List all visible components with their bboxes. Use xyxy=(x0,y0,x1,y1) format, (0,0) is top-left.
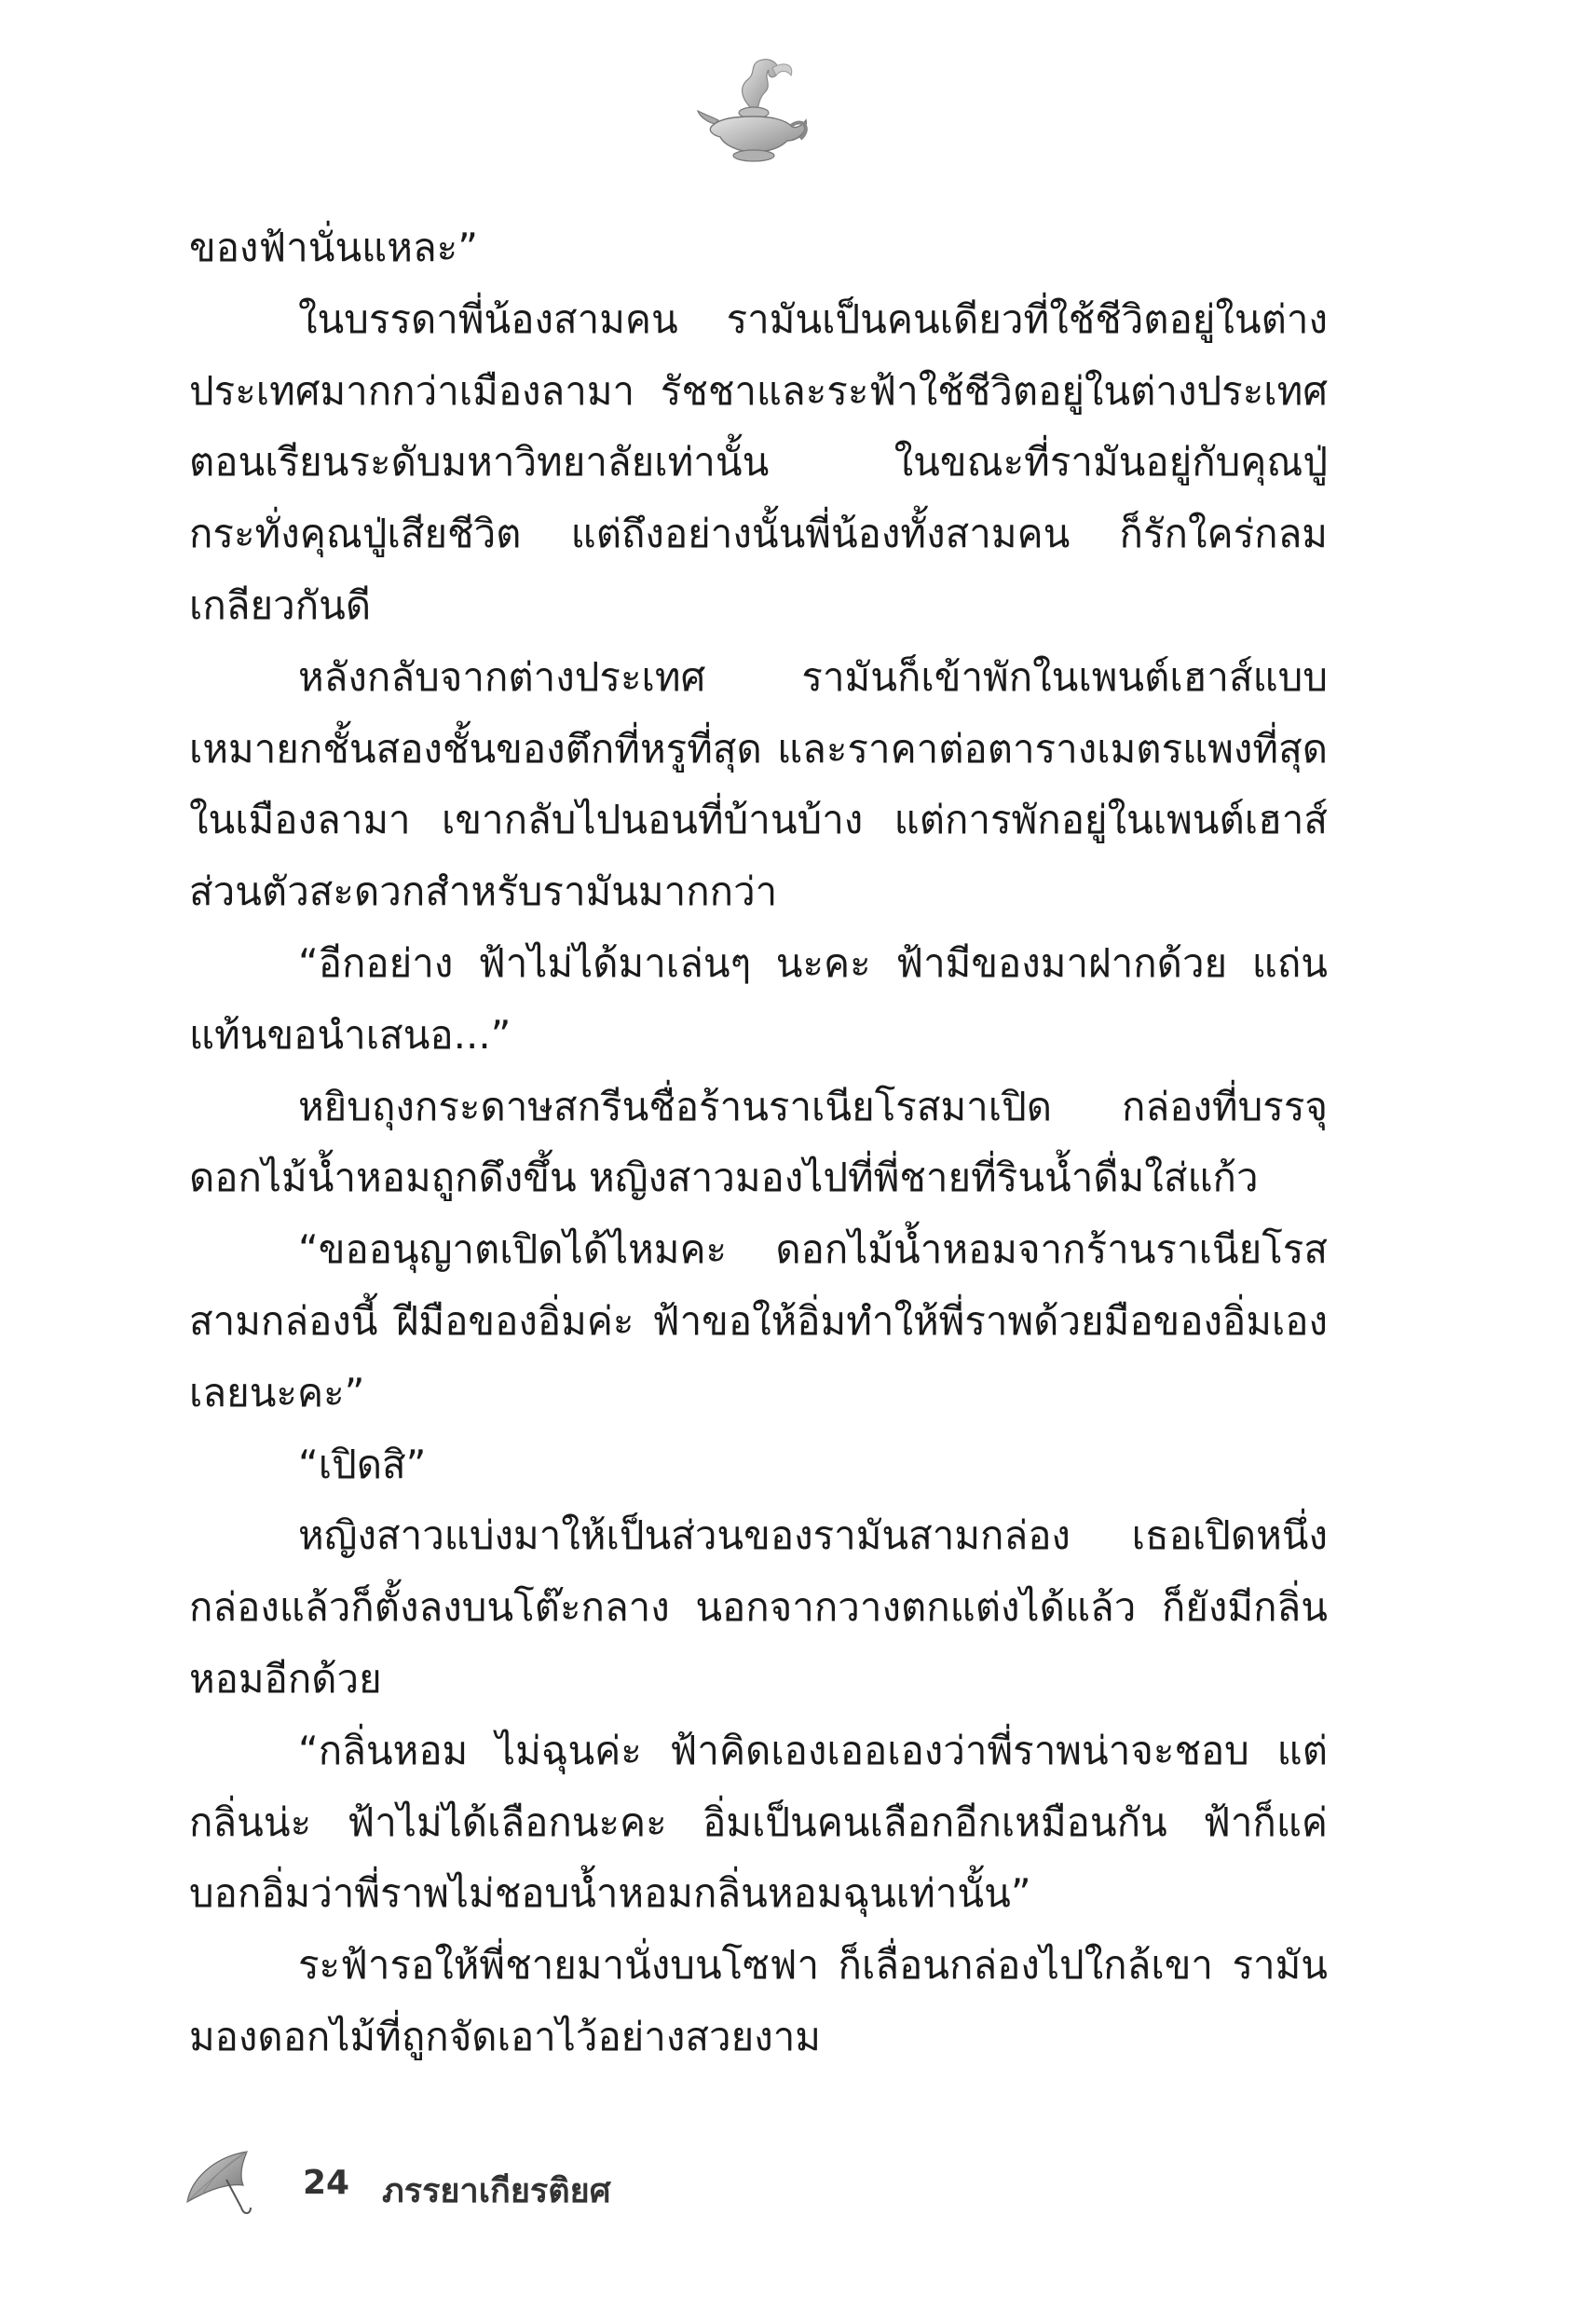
paragraph: “ขออนุญาตเปิดได้ไหมคะ ดอกไม้น้ำหอมจากร้านราเนียโรสสามกล่องนี้ ฝีมือของอิ่มค่ะ ฟ้าขอให้อิ่มทำให้พี่ราพด้วยมือของอิ่มเองเลยนะคะ” xyxy=(189,1226,1328,1415)
paragraph: หลังกลับจากต่างประเทศ รามันก็เข้าพักในเพนต์เฮาส์แบบเหมายกชั้นสองชั้นของตึกที่หรูที่สุด และราคาต่อตารางเมตรแพงที่สุดในเมืองลามา เขากลับไปนอนที่บ้านบ้าง แต่การพักอยู่ในเพนต์เฮาส์ส่วนตัวสะดวกสำหรับรามันมากกว่า xyxy=(189,653,1328,915)
page-footer xyxy=(182,2143,834,2227)
paragraph: หญิงสาวแบ่งมาให้เป็นส่วนของรามันสามกล่อง เธอเปิดหนึ่งกล่องแล้วก็ตั้งลงบนโต๊ะกลาง นอกจากวางตกแต่งได้แล้ว ก็ยังมีกลิ่นหอมอีกด้วย xyxy=(189,1512,1328,1702)
body-text xyxy=(189,212,1328,2073)
paragraph: ของฟ้านั่นแหละ” xyxy=(189,225,478,270)
page-number: 24 xyxy=(303,2164,350,2202)
paragraph: “กลิ่นหอม ไม่ฉุนค่ะ ฟ้าคิดเองเออเองว่าพี่ราพน่าจะชอบ แต่กลิ่นน่ะ ฟ้าไม่ได้เลือกนะคะ อิ่มเป็นคนเลือกอีกเหมือนกัน ฟ้าก็แค่บอกอิ่มว่าพี่ราพไม่ชอบน้ำหอมกลิ่นหอมฉุนเท่านั้น” xyxy=(189,1727,1328,1917)
paragraph: หยิบถุงกระดาษสกรีนชื่อร้านราเนียโรสมาเปิด กล่องที่บรรจุดอกไม้น้ำหอมถูกดึงขึ้น หญิงสาวมองไปที่พี่ชายที่รินน้ำดื่มใส่แก้ว xyxy=(189,1083,1328,1201)
paragraph: ระฟ้ารอให้พี่ชายมานั่งบนโซฟา ก็เลื่อนกล่องไปใกล้เขา รามันมองดอกไม้ที่ถูกจัดเอาไว้อย่างสวยงาม xyxy=(189,1942,1328,2059)
book-title: ภรรยาเกียรติยศ xyxy=(382,2172,611,2210)
umbrella-icon xyxy=(182,2148,266,2218)
paragraph: “อีกอย่าง ฟ้าไม่ได้มาเล่นๆ นะคะ ฟ้ามีของมาฝากด้วย แถ่นแท้นขอนำเสนอ...” xyxy=(189,939,1328,1058)
paragraph: “เปิดสิ” xyxy=(298,1441,427,1487)
genie-lamp-icon xyxy=(694,51,815,168)
paragraph: ในบรรดาพี่น้องสามคน รามันเป็นคนเดียวที่ใช้ชีวิตอยู่ในต่างประเทศมากกว่าเมืองลามา รัชชาและระฟ้าใช้ชีวิตอยู่ในต่างประเทศตอนเรียนระดับมหาวิทยาลัยเท่านั้น ในขณะที่รามันอยู่กับคุณปู่ กระทั่งคุณปู่เสียชีวิต แต่ถึงอย่างนั้นพี่น้องทั้งสามคน ก็รักใคร่กลมเกลียวกันดี xyxy=(189,295,1328,628)
